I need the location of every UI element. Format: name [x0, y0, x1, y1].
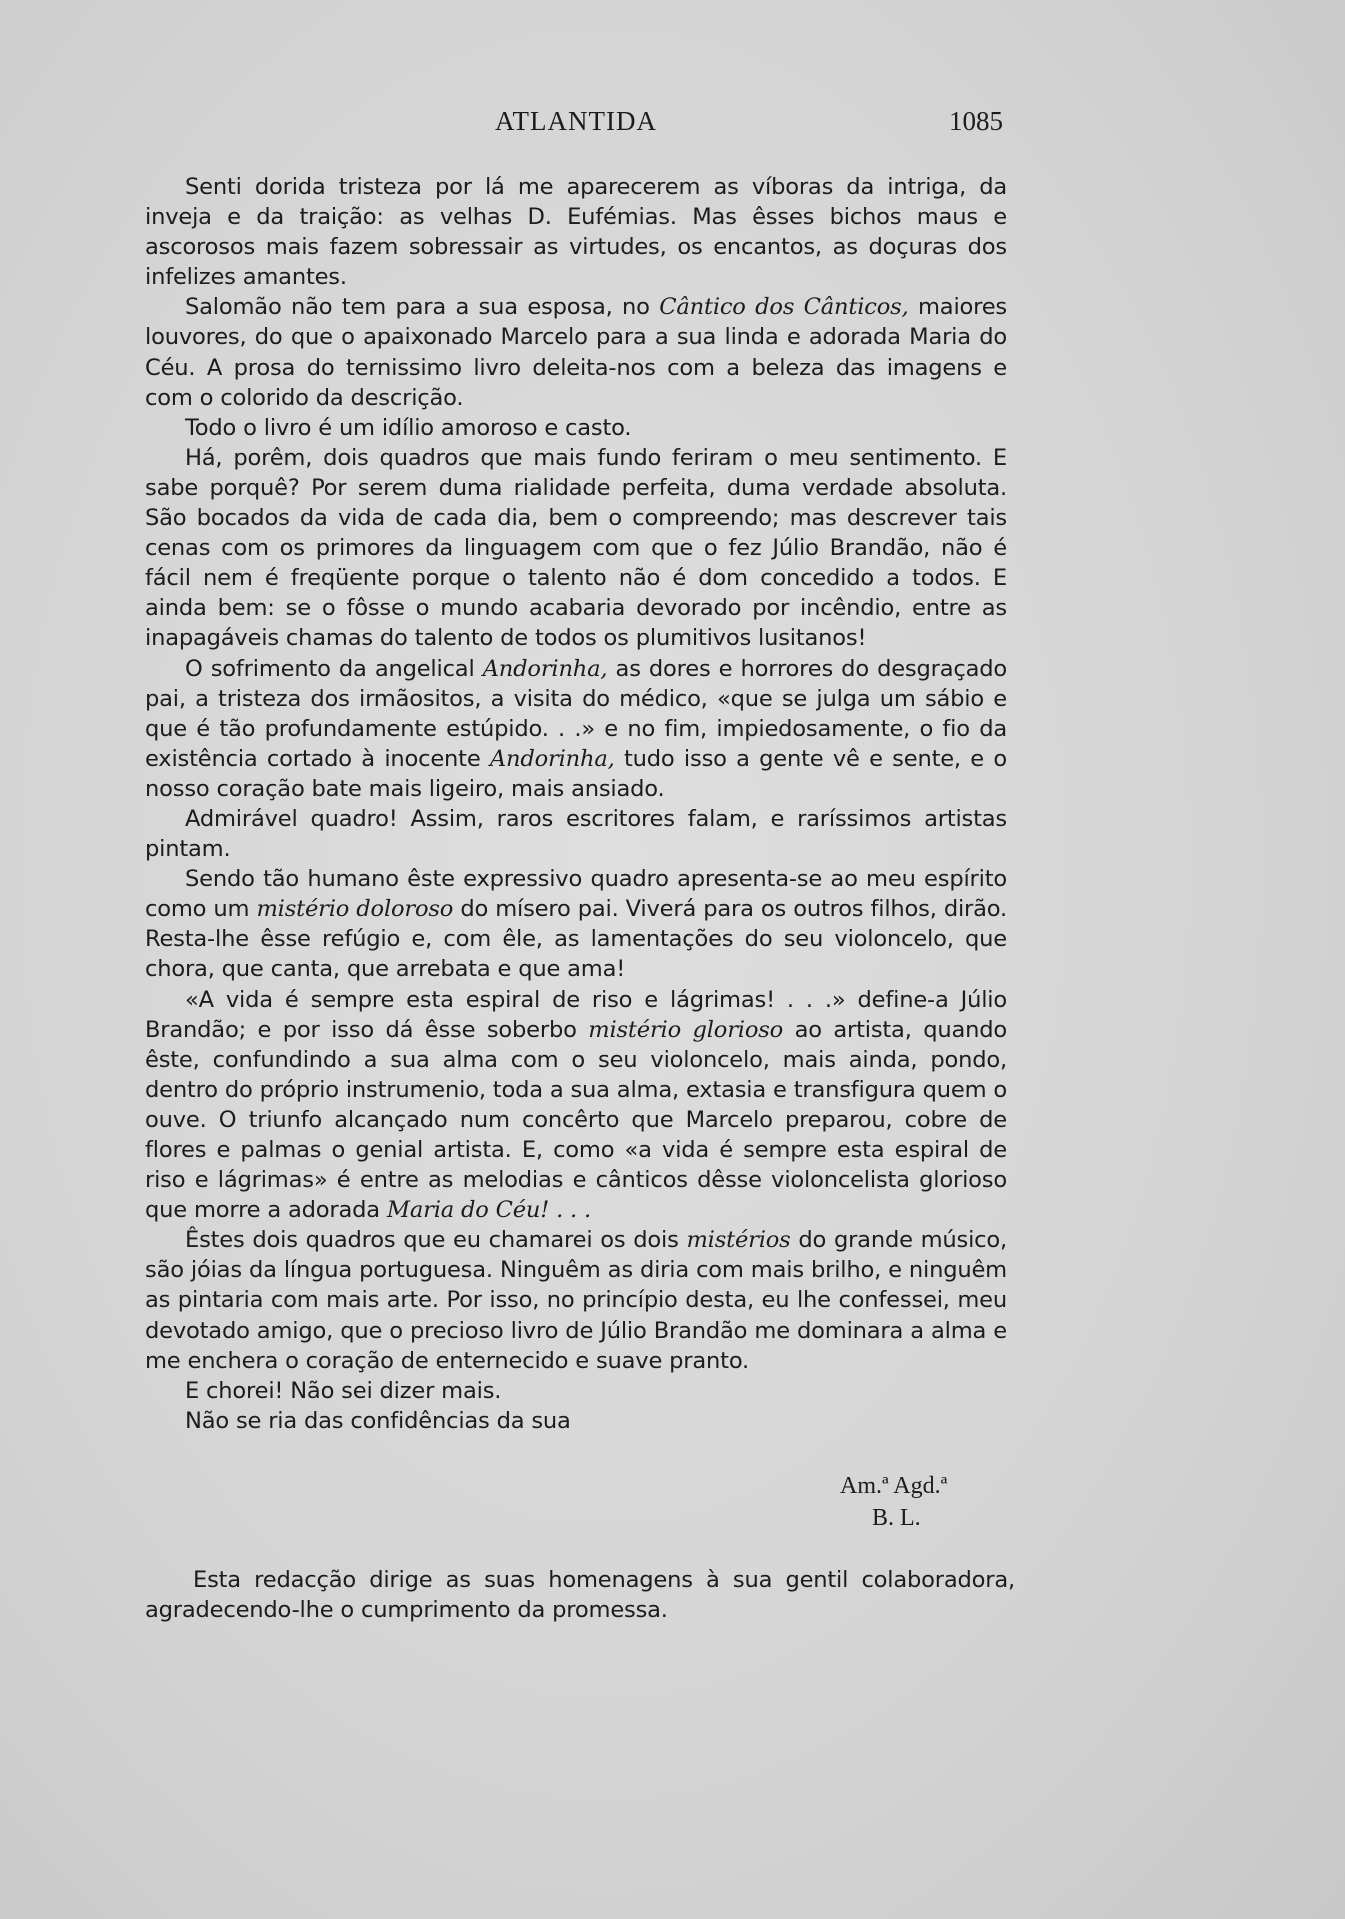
paragraph-text: Sendo tão humano êste expressivo quadro apresenta-se ao meu espírito como um [145, 866, 1007, 923]
signature-initials: B. L. [872, 1505, 921, 1531]
italic-title: Cântico dos Cânticos, [659, 294, 909, 321]
editor-note [145, 1565, 1015, 1625]
paragraph [145, 864, 1007, 984]
journal-title: ATLANTIDA [495, 106, 657, 136]
paragraph-text: Êstes dois quadros que eu chamarei os dois [185, 1227, 687, 1254]
paragraph [145, 1225, 1007, 1375]
paragraph-text: maiores louvores, do que o apaixonado Marcelo para a sua linda e adorada Maria do Céu. A prosa do ternissimo livro deleita-nos com a beleza das imagens e com o colorido da descrição. [145, 294, 1008, 411]
paragraph-text: O sofrimento da angelical [185, 655, 483, 682]
paragraph-text: as dores e horrores do desgraçado pai, a tristeza dos irmãositos, a visita do médico, «que se julga um sábio e que é tão profundamente estúpido. . .» e no fim, impiedosamente, o fio da existência cortado à inocente [145, 655, 1008, 772]
paragraph-text: ao artista, quando êste, confundindo a sua alma com o seu violoncelo, mais ainda, pondo, dentro do próprio instrumenio, toda a sua alma, extasia e transfigura quem o ouve. O triunfo alcançado num concêrto que Marcelo preparou, cobre de flores e palmas o genial artista. E, como «a vida é sempre esta espiral de riso e lágrimas» é entre as melodias e cânticos dêsse violoncelista glorioso que morre a adorada [145, 1016, 1008, 1224]
paragraph-text: tudo isso a gente vê e sente, e o nosso coração bate mais ligeiro, mais ansiado. [145, 745, 1007, 802]
paragraph-text: Salomão não tem para a sua esposa, no [185, 294, 660, 321]
paragraph: Senti dorida tristeza por lá me aparecerem as víboras da intriga, da inveja e da traição: as velhas D. Eufémias. Mas êsses bichos maus e ascorosos mais fazem sobressair as virtudes, os encantos, as doçuras dos infelizes amantes. [145, 174, 1007, 291]
italic-title: Andorinha, [489, 745, 615, 772]
page-number: 1085 [949, 106, 1003, 136]
italic-title: mistério doloroso [256, 896, 454, 923]
signature-salutation: Am.ª Agd.ª [840, 1473, 948, 1499]
italic-title: Andorinha, [482, 655, 608, 682]
paragraph: Todo o livro é um idílio amoroso e casto. [185, 414, 632, 441]
running-header [145, 106, 1007, 142]
paragraph-text: do mísero pai. Viverá para os outros filhos, dirão. Resta-lhe êsse refúgio e, com êle, as lamentações do seu violoncelo, que chora, que canta, que arrebata e que ama! [145, 896, 1007, 983]
editor-note-text: Esta redacção dirige as suas homenagens à sua gentil colaboradora, agradecendo-lhe o cumprimento da promessa. [145, 1567, 1015, 1624]
paragraph [145, 292, 1007, 412]
article-body [145, 172, 1007, 1436]
paragraph [145, 985, 1007, 1226]
paragraph: Há, porêm, dois quadros que mais fundo feriram o meu sentimento. E sabe porquê? Por serem duma rialidade perfeita, duma verdade absoluta. São bocados da vida de cada dia, bem o compreendo; mas descrever tais cenas com os primores da linguagem com que o fez Júlio Brandão, não é fácil nem é freqüente porque o talento não é dom concedido a todos. E ainda bem: se o fôsse o mundo acabaria devorado por incêndio, entre as inapagáveis chamas do talento de todos os plumitivos lusitanos! [145, 444, 1007, 652]
paragraph [145, 654, 1007, 804]
paragraph: Admirável quadro! Assim, raros escritores falam, e raríssimos artistas pintam. [145, 805, 1007, 863]
italic-title: mistério glorioso [588, 1016, 784, 1043]
paragraph-text: «A vida é sempre esta espiral de riso e lágrimas! . . .» define-a Júlio Brandão; e por isso dá êsse soberbo [145, 986, 1007, 1043]
italic-title: mistérios [686, 1227, 791, 1254]
paragraph: Não se ria das confidências da sua [185, 1407, 571, 1434]
paragraph-text: do grande músico, são jóias da língua portuguesa. Ninguêm as diria com mais brilho, e ninguêm as pintaria com mais arte. Por isso, no princípio desta, eu lhe confessei, meu devotado amigo, que o precioso livro de Júlio Brandão me dominara a alma e me enchera o coração de enternecido e suave pranto. [145, 1227, 1007, 1374]
italic-title: Maria do Céu! . . . [386, 1197, 592, 1224]
paragraph: E chorei! Não sei dizer mais. [185, 1377, 502, 1404]
